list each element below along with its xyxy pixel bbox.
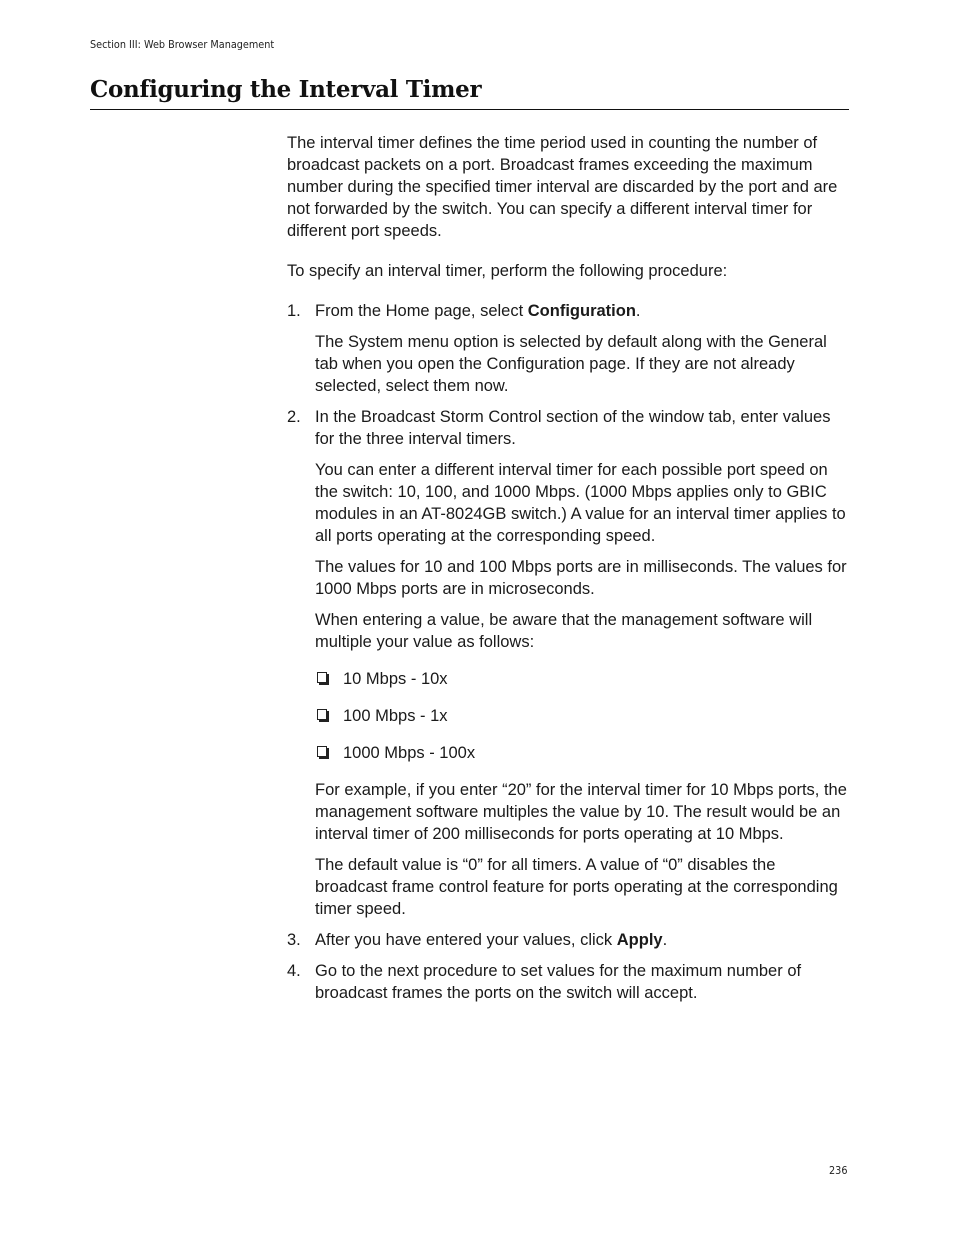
checkbox-bullet-icon — [317, 709, 327, 720]
page-title: Configuring the Interval Timer — [90, 76, 482, 103]
step-detail: When entering a value, be aware that the management software will multiple your value as follows: — [315, 611, 813, 651]
step-detail: The System menu option is selected by default along with the General tab when you open the Configuration page. If they are not already selected, select them now. — [315, 333, 827, 395]
intro-paragraph: The interval timer defines the time period used in counting the number of broadcast packets on a port. Broadcast frames exceeding the maximum number during the specified timer interval are discarded by the port and are not forwarded by the switch. You can specify a different interval timer for different port speeds. — [287, 134, 838, 240]
step-text: After you have entered your values, click Apply. — [315, 931, 668, 949]
step-2 — [287, 406, 852, 920]
page-number: 236 — [829, 1164, 848, 1177]
step-text: Go to the next procedure to set values for the maximum number of broadcast frames the ports on the switch will accept. — [315, 962, 802, 1002]
procedure-steps — [287, 300, 852, 1004]
step-4 — [287, 960, 852, 1004]
step-detail: For example, if you enter “20” for the interval timer for 10 Mbps ports, the management software multiples the value by 10. The result would be an interval timer of 200 milliseconds for ports operating at 10 Mbps. — [315, 781, 847, 843]
list-item: 100 Mbps - 1x — [315, 705, 852, 727]
step-number: 4. — [287, 962, 301, 980]
step-number: 1. — [287, 302, 301, 320]
list-item: 10 Mbps - 10x — [315, 668, 852, 690]
step-detail: The default value is “0” for all timers. A value of “0” disables the broadcast frame control feature for ports operating at the corresponding timer speed. — [315, 856, 838, 918]
step-number: 2. — [287, 408, 301, 426]
step-text: From the Home page, select Configuration. — [315, 302, 641, 320]
step-1 — [287, 300, 852, 397]
multiplier-list — [315, 668, 852, 764]
configuration-label: Configuration — [527, 302, 636, 320]
procedure-lead: To specify an interval timer, perform the following procedure: — [287, 262, 728, 280]
checkbox-bullet-icon — [317, 672, 327, 683]
step-text: In the Broadcast Storm Control section of the window tab, enter values for the three interval timers. — [315, 408, 831, 448]
step-3 — [287, 929, 852, 951]
checkbox-bullet-icon — [317, 746, 327, 757]
apply-label: Apply — [616, 931, 663, 949]
running-header: Section III: Web Browser Management — [90, 38, 275, 51]
step-detail: You can enter a different interval timer for each possible port speed on the switch: 10, 100, and 1000 Mbps. (1000 Mbps applies only to GBIC modules in an AT-8024GB switch.) A value for an interval timer applies to all ports operating at the corresponding speed. — [315, 461, 846, 545]
step-number: 3. — [287, 931, 301, 949]
title-rule — [90, 109, 849, 110]
step-detail: The values for 10 and 100 Mbps ports are in milliseconds. The values for 1000 Mbps ports are in microseconds. — [315, 558, 847, 598]
list-item: 1000 Mbps - 100x — [315, 742, 852, 764]
